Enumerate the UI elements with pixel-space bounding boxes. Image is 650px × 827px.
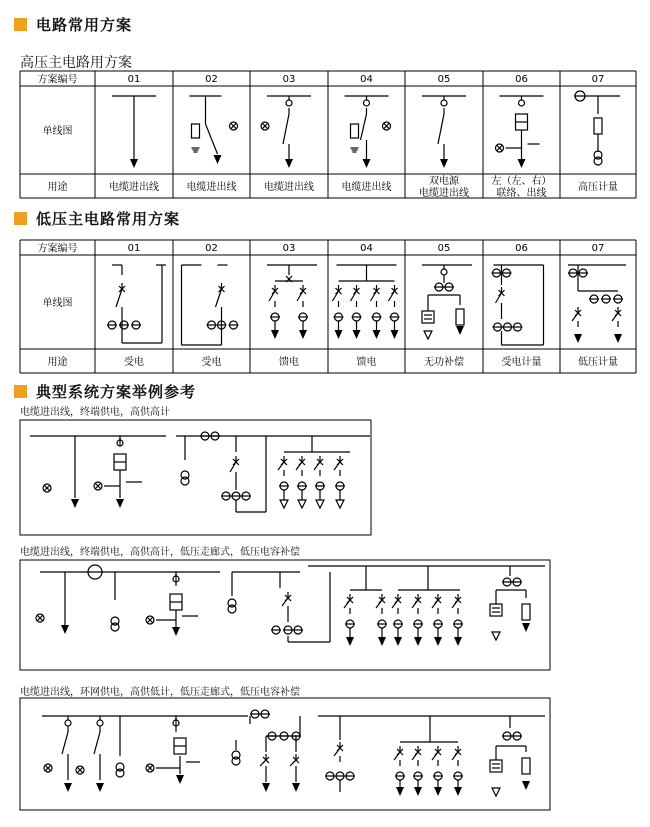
cable-head-icon (192, 124, 200, 138)
lv-diagram-04 (333, 265, 400, 339)
hv-table-title: 高压主电路用方案 (20, 55, 132, 71)
lv-diagram-row-label: 单线图 (42, 298, 73, 309)
arrow-icon (299, 330, 307, 339)
arrow-icon (522, 781, 530, 790)
arrow-icon (262, 783, 270, 792)
connector-icon (441, 100, 447, 106)
arrow-icon (116, 499, 124, 508)
arrow-icon (414, 787, 422, 796)
arrow-icon (434, 637, 442, 646)
hv-scheme-number: 05 (437, 74, 451, 85)
lv-diagram-06 (492, 265, 544, 345)
hv-diagram-07 (574, 91, 620, 165)
arrow-icon (130, 159, 138, 168)
example-1-box (20, 420, 371, 535)
hv-diagram-06 (496, 96, 544, 168)
lv-diagram-01 (107, 265, 166, 343)
example-3-caption: 电缆进出线，环网供电，高供低计，低压走廊式，低压电容补偿 (20, 687, 300, 698)
arrow-outline-icon (298, 500, 306, 508)
section-title-common-schemes: 电路常用方案 (14, 14, 132, 35)
connector-icon (65, 720, 71, 726)
wire (206, 124, 218, 154)
hv-usage-text: 电缆进出线 (186, 182, 237, 193)
lv-diagram-02 (182, 265, 239, 345)
arrow-outline-icon (316, 500, 324, 508)
arrow-icon (394, 637, 402, 646)
connector-icon (519, 100, 525, 106)
hv-usage-text: 双电源 (429, 176, 459, 187)
lv-scheme-number: 05 (437, 243, 451, 254)
cable-head-icon (351, 124, 359, 138)
hv-scheme-number: 01 (127, 74, 141, 85)
capacitor-icon (490, 760, 502, 772)
arrow-outline-icon (424, 331, 432, 339)
hv-diagram-01 (112, 96, 156, 168)
fuse-icon (522, 758, 530, 774)
connector-icon (441, 269, 447, 275)
arrow-icon (414, 637, 422, 646)
arrow-icon (391, 330, 399, 339)
hv-usage-text: 电缆进出线 (264, 182, 314, 193)
lv-usage-text: 馈电 (279, 357, 299, 368)
arrow-icon (440, 159, 448, 168)
hv-diagram-05 (422, 96, 466, 168)
voltage-transformer-icon (116, 769, 124, 777)
lv-usage-row-label: 用途 (47, 357, 68, 368)
arrow-icon (285, 159, 293, 168)
arrow-icon (522, 623, 530, 632)
wire (62, 732, 68, 754)
wire (94, 732, 100, 754)
lv-scheme-number: 04 (360, 243, 373, 254)
arrow-outline-icon (492, 788, 500, 796)
connector-icon (364, 100, 370, 106)
wire (361, 114, 367, 140)
lv-scheme-number: 06 (515, 243, 528, 254)
lv-section-title: 低压主电路常用方案 (14, 208, 180, 229)
lv-usage-text: 受电计量 (501, 357, 542, 368)
hv-diagram-02 (190, 96, 238, 164)
voltage-transformer-icon (594, 157, 602, 165)
lv-usage-text: 受电 (124, 357, 144, 368)
example-1-caption: 电缆进出线，终端供电，高供高计 (20, 407, 170, 418)
capacitor-icon (490, 604, 502, 616)
fuse-icon (456, 309, 464, 325)
voltage-transformer-icon (232, 757, 240, 765)
lv-scheme-number: 02 (205, 243, 218, 254)
arrow-icon (64, 783, 72, 792)
lv-usage-text: 受电 (201, 357, 222, 368)
arrow-icon (353, 330, 361, 339)
hv-usage-text: 电缆进出线 (341, 182, 392, 193)
arrow-icon (172, 627, 180, 636)
hv-usage-row-label: 用途 (47, 182, 68, 193)
arrow-icon (456, 326, 464, 335)
arrow-icon (363, 159, 371, 168)
arrow-icon (176, 775, 184, 784)
lv-diagram-05 (422, 265, 472, 339)
hv-usage-text: 高压计量 (578, 182, 618, 193)
arrow-outline-icon (336, 500, 344, 508)
arrow-icon (454, 637, 462, 646)
connector-icon (97, 720, 103, 726)
hv-scheme-number: 03 (282, 74, 296, 85)
example-2-box (20, 560, 550, 670)
arrow-icon (335, 330, 343, 339)
arrow-icon (346, 637, 354, 646)
lv-usage-text: 低压计量 (578, 357, 618, 368)
lv-usage-text: 无功补偿 (424, 357, 464, 368)
arrow-icon (292, 783, 300, 792)
hv-scheme-number: 02 (205, 74, 218, 85)
lv-header-label: 方案编号 (37, 243, 78, 255)
arrow-icon (454, 787, 462, 796)
hv-diagram-04 (345, 96, 391, 168)
wire (283, 114, 289, 144)
arrow-icon (373, 330, 381, 339)
wire (438, 114, 444, 144)
arrow-icon (61, 625, 69, 634)
capacitor-icon (422, 311, 434, 323)
arrow-icon (214, 155, 222, 164)
hv-header-label: 方案编号 (37, 74, 78, 86)
hv-usage-text: 电缆进出线 (109, 182, 159, 193)
hv-usage-text: 联络、出线 (496, 188, 547, 199)
hv-scheme-number: 06 (515, 74, 528, 85)
arrow-icon (71, 499, 79, 508)
lv-scheme-number: 07 (591, 243, 605, 254)
arrow-icon (518, 159, 526, 168)
arrow-icon (96, 783, 104, 792)
voltage-transformer-icon (181, 477, 189, 485)
hv-usage-text: 电缆进出线 (419, 188, 469, 199)
arrow-outline-icon (492, 632, 500, 640)
hv-usage-text: 左（左、右） (491, 176, 552, 187)
connector-icon (286, 100, 292, 106)
example-2-diagram (36, 565, 545, 646)
arrow-icon (614, 334, 622, 343)
fuse-icon (594, 118, 602, 134)
lv-diagram-03 (267, 265, 317, 339)
lv-usage-text: 馈电 (356, 357, 377, 368)
lv-scheme-number: 03 (282, 243, 296, 254)
arrow-icon (396, 787, 404, 796)
examples-section-title: 典型系统方案举例参考 (14, 381, 196, 402)
voltage-transformer-icon (228, 605, 236, 613)
hv-diagram-row-label: 单线图 (42, 126, 73, 137)
fuse-icon (522, 604, 530, 620)
example-2-caption: 电缆进出线，终端供电，高供高计，低压走廊式，低压电容补偿 (20, 547, 300, 558)
arrow-icon (434, 787, 442, 796)
hv-scheme-number: 07 (591, 74, 605, 85)
hv-diagram-03 (261, 96, 311, 168)
example-3-diagram (42, 710, 545, 796)
example-1-diagram (30, 432, 370, 512)
lv-diagram-07 (568, 265, 626, 343)
hv-scheme-number: 04 (360, 74, 373, 85)
lv-scheme-number: 01 (127, 243, 141, 254)
arrow-icon (378, 637, 386, 646)
arrow-outline-icon (280, 500, 288, 508)
voltage-transformer-icon (111, 623, 119, 631)
arrow-icon (271, 330, 279, 339)
arrow-icon (574, 334, 582, 343)
